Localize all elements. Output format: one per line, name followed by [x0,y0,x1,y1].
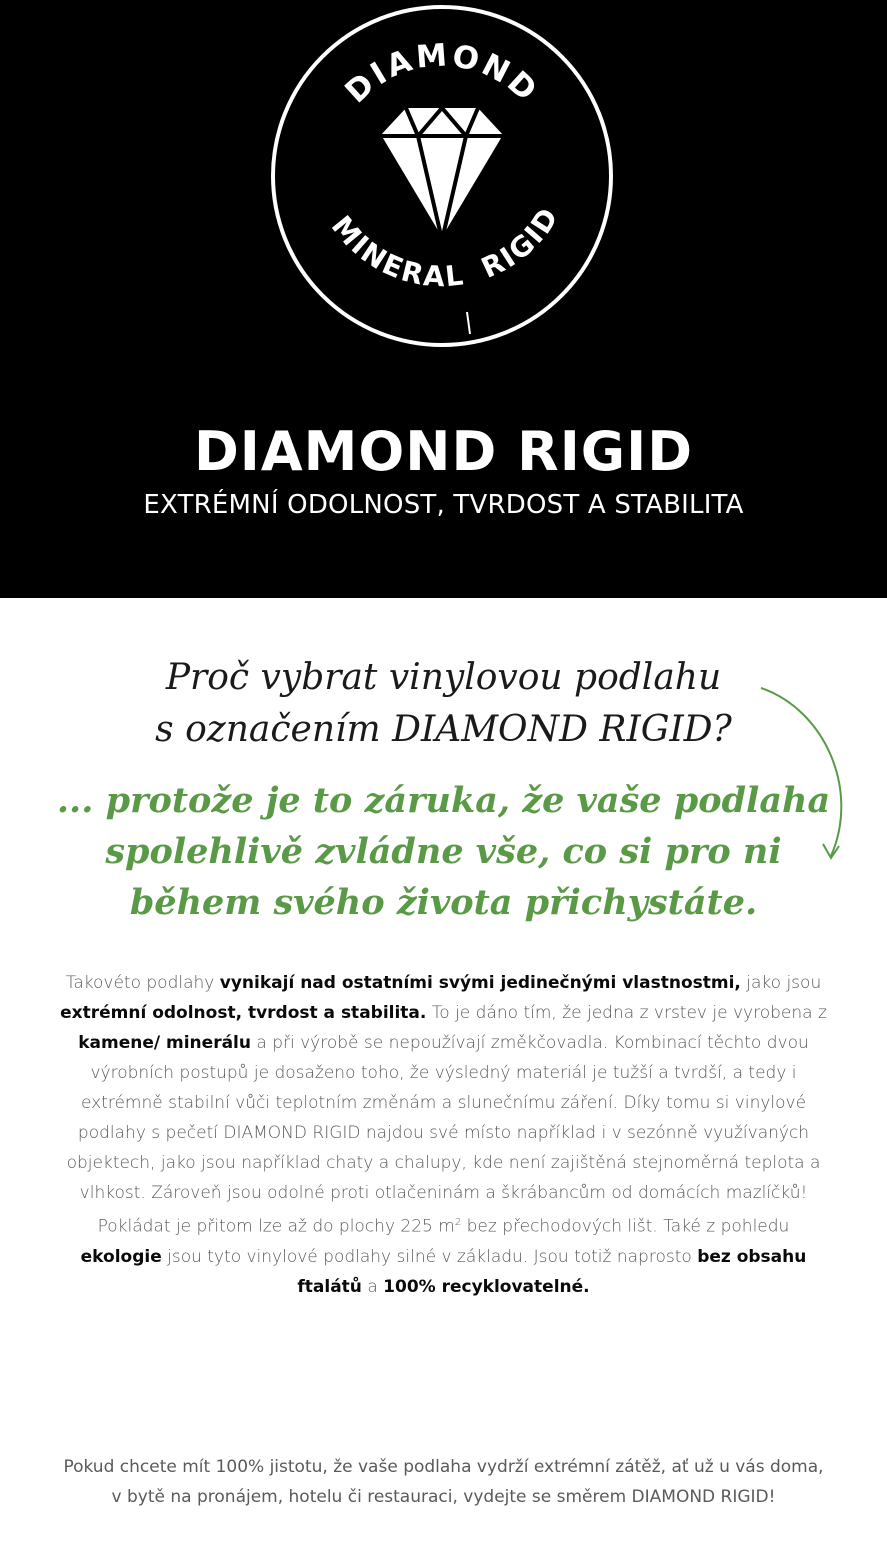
question-line-2: s označením DIAMOND RIGID? [155,709,732,750]
closing-paragraph: Pokud chcete mít 100% jistotu, že vaše podlaha vydrží extrémní zátěž, ať už u vás doma, v bytě na pronájem, hotelu či restauraci, vydejte se směrem DIAMOND RIGID! [63,1457,824,1507]
body-text-5: bez přechodových lišt. Také z pohledu [461,1216,790,1237]
badge-bottom-left-text: MINERAL [324,209,467,294]
question-line-1: Proč vybrat vinylovou podlahu [165,657,722,698]
body-bold-6: 100% recyklovatelné. [383,1276,590,1297]
badge-graphic [270,4,614,348]
area-unit-superscript: 2 [454,1217,462,1228]
body-bold-4: ekologie [80,1246,162,1267]
question-heading [0,652,887,756]
hero-subtitle: EXTRÉMNÍ ODOLNOST, TVRDOST A STABILITA [143,490,744,520]
answer-line-2: spolehlivě zvládne vše, co si pro ni [105,831,782,872]
answer-line-1: ... protože je to záruka, že vaše podlaha [56,780,831,821]
body-bold-3: kamene/ minerálu [78,1033,251,1053]
diamond-rigid-badge [270,4,614,348]
body-bold-5: bez obsahu ftalátů [297,1246,807,1297]
badge-divider [467,312,470,334]
body-text-3: To je dáno tím, že jedna z vrstev je vyrobena z [426,1003,827,1023]
body-text-7: a [361,1276,384,1297]
body-text-4: a při výrobě se nepoužívají změkčovadla. Kombinací těchto dvou výrobních postupů je dosaženo toho, že výsledný materiál je tužší a tvrdší, a tedy i extrémně stabilní vůči teplotním změnám a slunečnímu záření. Díky tomu si vinylové podlahy s pečetí DIAMOND RIGID najdou své místo například i v sezónně využívaných objektech, jako jsou například chaty a chalupy, kde není zajištěná stejnoměrná teplota a vlhkost. Zároveň jsou odolné proti otlačeninám a škrábancům od domácích mazlíčků! Pokládat je přitom lze až do plochy 225 m [66,1033,821,1237]
badge-bottom-right-text: RIGID [476,200,566,285]
body-text-2: jako jsou [740,973,822,993]
body-bold-1: vynikají nad ostatními svými jedinečnými vlastnostmi, [219,973,741,993]
diamond-icon [380,108,504,240]
hero-title: DIAMOND RIGID [193,420,694,483]
body-text-6: jsou tyto vinylové podlahy silné v základu. Jsou totiž naprosto [161,1246,698,1267]
body-bold-2: extrémní odolnost, tvrdost a stabilita. [60,1003,427,1023]
body-text-1: Takovéto podlahy [65,973,220,993]
hero-banner [0,0,887,598]
description-paragraph [60,968,827,1302]
answer-heading [0,775,887,928]
badge-top-text: DIAMOND [338,37,546,111]
answer-line-3: během svého života přichystáte. [129,882,758,923]
